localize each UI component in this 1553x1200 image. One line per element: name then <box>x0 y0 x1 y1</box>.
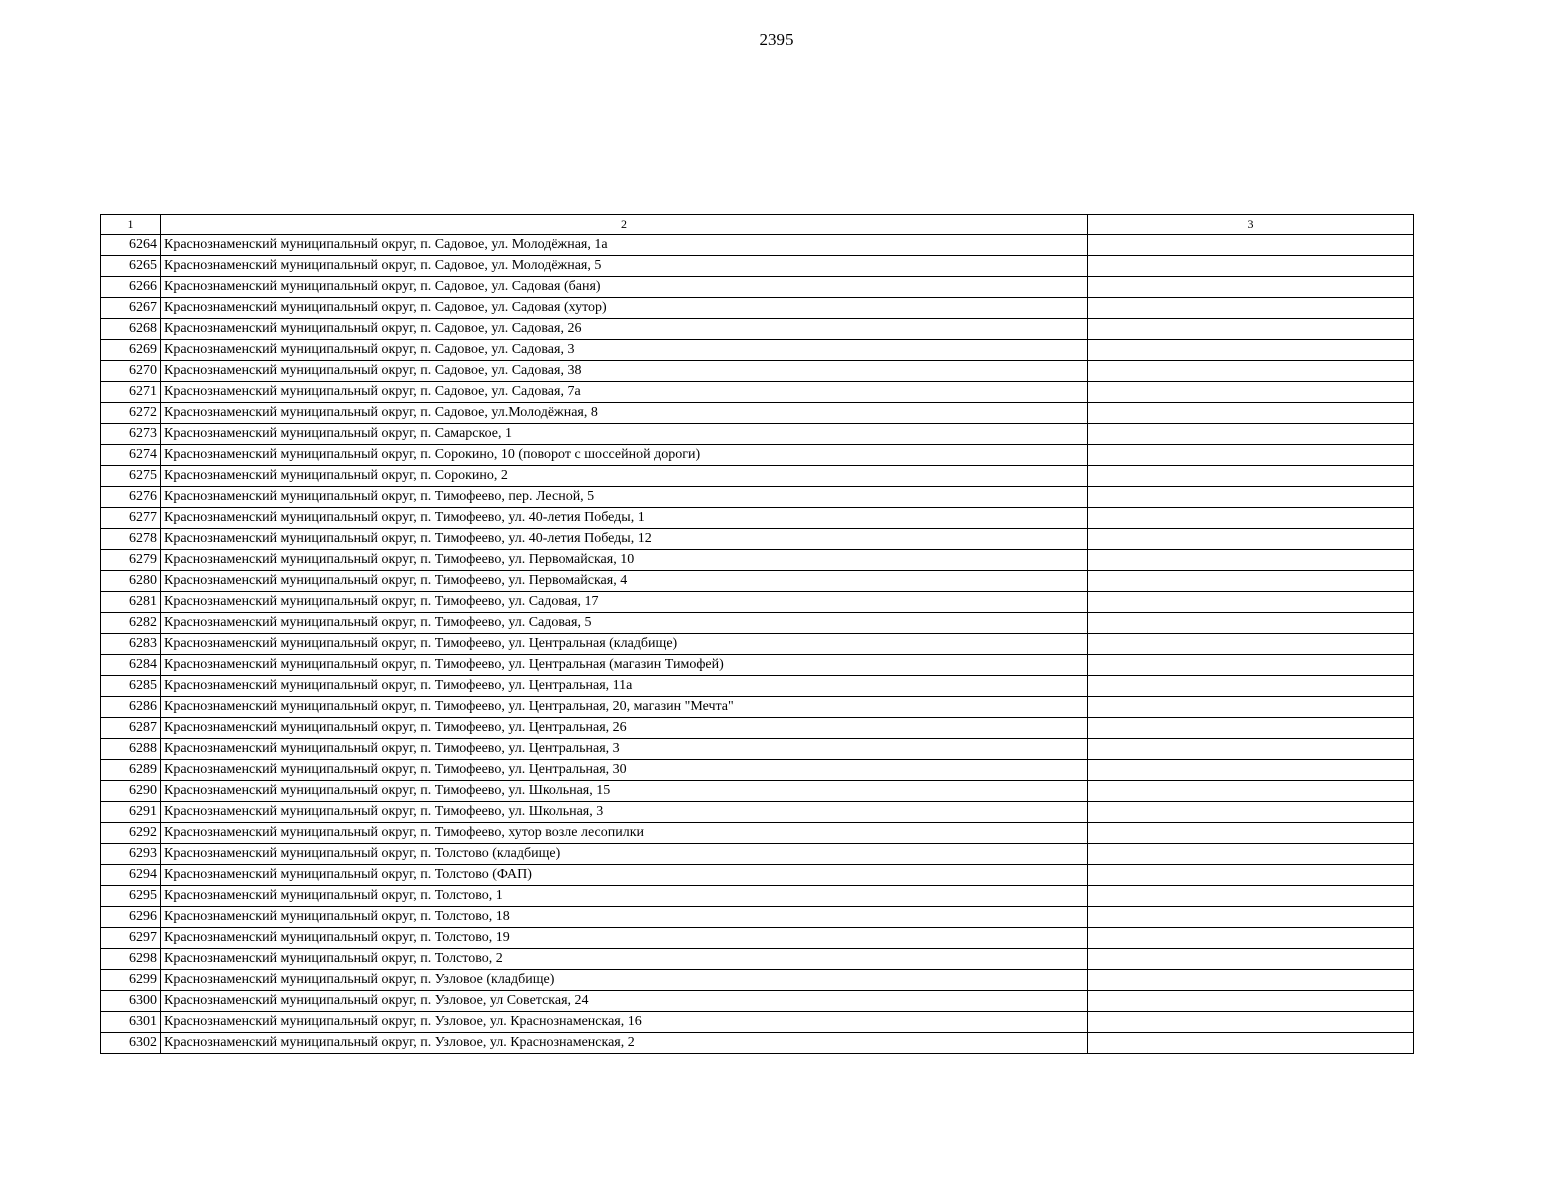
note-cell <box>1088 634 1414 655</box>
address-cell: Краснознаменский муниципальный округ, п. Тимофеево, ул. 40-летия Победы, 1 <box>161 508 1088 529</box>
address-cell: Краснознаменский муниципальный округ, п. Садовое, ул. Садовая (баня) <box>161 277 1088 298</box>
note-cell <box>1088 739 1414 760</box>
note-cell <box>1088 1033 1414 1054</box>
table-row <box>101 907 1414 928</box>
address-cell: Краснознаменский муниципальный округ, п. Толстово, 19 <box>161 928 1088 949</box>
table-row <box>101 340 1414 361</box>
row-number-cell: 6285 <box>101 676 161 697</box>
row-number-cell: 6284 <box>101 655 161 676</box>
note-cell <box>1088 655 1414 676</box>
row-number-cell: 6286 <box>101 697 161 718</box>
row-number-cell: 6297 <box>101 928 161 949</box>
row-number-cell: 6301 <box>101 1012 161 1033</box>
row-number-cell: 6299 <box>101 970 161 991</box>
note-cell <box>1088 256 1414 277</box>
table-row <box>101 529 1414 550</box>
table-row <box>101 655 1414 676</box>
note-cell <box>1088 487 1414 508</box>
row-number-cell: 6281 <box>101 592 161 613</box>
row-number-cell: 6279 <box>101 550 161 571</box>
table-row <box>101 550 1414 571</box>
note-cell <box>1088 550 1414 571</box>
note-cell <box>1088 319 1414 340</box>
note-cell <box>1088 718 1414 739</box>
row-number-cell: 6270 <box>101 361 161 382</box>
row-number-cell: 6271 <box>101 382 161 403</box>
note-cell <box>1088 865 1414 886</box>
table-row <box>101 403 1414 424</box>
note-cell <box>1088 277 1414 298</box>
row-number-cell: 6283 <box>101 634 161 655</box>
table-row <box>101 991 1414 1012</box>
row-number-cell: 6274 <box>101 445 161 466</box>
note-cell <box>1088 823 1414 844</box>
table-row <box>101 844 1414 865</box>
table-row <box>101 592 1414 613</box>
table-row <box>101 928 1414 949</box>
table-body <box>101 215 1414 1054</box>
address-cell: Краснознаменский муниципальный округ, п. Тимофеево, ул. Садовая, 5 <box>161 613 1088 634</box>
column-header-1: 1 <box>101 215 161 235</box>
note-cell <box>1088 991 1414 1012</box>
table-row <box>101 760 1414 781</box>
table-row <box>101 424 1414 445</box>
address-cell: Краснознаменский муниципальный округ, п. Садовое, ул.Молодёжная, 8 <box>161 403 1088 424</box>
note-cell <box>1088 466 1414 487</box>
address-cell: Краснознаменский муниципальный округ, п. Тимофеево, хутор возле лесопилки <box>161 823 1088 844</box>
row-number-cell: 6269 <box>101 340 161 361</box>
address-cell: Краснознаменский муниципальный округ, п. Тимофеево, ул. Центральная, 30 <box>161 760 1088 781</box>
address-cell: Краснознаменский муниципальный округ, п. Тимофеево, ул. 40-летия Победы, 12 <box>161 529 1088 550</box>
address-cell: Краснознаменский муниципальный округ, п. Тимофеево, ул. Центральная, 20, магазин "Мечта" <box>161 697 1088 718</box>
address-cell: Краснознаменский муниципальный округ, п. Тимофеево, ул. Центральная (магазин Тимофей) <box>161 655 1088 676</box>
address-cell: Краснознаменский муниципальный округ, п. Садовое, ул. Садовая, 38 <box>161 361 1088 382</box>
row-number-cell: 6278 <box>101 529 161 550</box>
table-row <box>101 256 1414 277</box>
row-number-cell: 6294 <box>101 865 161 886</box>
row-number-cell: 6277 <box>101 508 161 529</box>
column-header-2: 2 <box>161 215 1088 235</box>
row-number-cell: 6264 <box>101 235 161 256</box>
address-cell: Краснознаменский муниципальный округ, п. Садовое, ул. Садовая, 7а <box>161 382 1088 403</box>
note-cell <box>1088 235 1414 256</box>
table-row <box>101 634 1414 655</box>
note-cell <box>1088 445 1414 466</box>
row-number-cell: 6272 <box>101 403 161 424</box>
table-row <box>101 1012 1414 1033</box>
note-cell <box>1088 697 1414 718</box>
note-cell <box>1088 676 1414 697</box>
table-row <box>101 487 1414 508</box>
table-row <box>101 970 1414 991</box>
address-cell: Краснознаменский муниципальный округ, п. Тимофеево, ул. Центральная, 26 <box>161 718 1088 739</box>
table-row <box>101 865 1414 886</box>
table-row <box>101 361 1414 382</box>
address-cell: Краснознаменский муниципальный округ, п. Садовое, ул. Садовая, 3 <box>161 340 1088 361</box>
table-header-row <box>101 215 1414 235</box>
row-number-cell: 6298 <box>101 949 161 970</box>
address-cell: Краснознаменский муниципальный округ, п. Тимофеево, ул. Первомайская, 10 <box>161 550 1088 571</box>
table-row <box>101 235 1414 256</box>
address-cell: Краснознаменский муниципальный округ, п. Узловое (кладбище) <box>161 970 1088 991</box>
address-cell: Краснознаменский муниципальный округ, п. Садовое, ул. Садовая, 26 <box>161 319 1088 340</box>
table-row <box>101 613 1414 634</box>
address-cell: Краснознаменский муниципальный округ, п. Толстово, 2 <box>161 949 1088 970</box>
note-cell <box>1088 928 1414 949</box>
row-number-cell: 6291 <box>101 802 161 823</box>
row-number-cell: 6290 <box>101 781 161 802</box>
row-number-cell: 6300 <box>101 991 161 1012</box>
note-cell <box>1088 970 1414 991</box>
address-cell: Краснознаменский муниципальный округ, п. Тимофеево, ул. Центральная, 11а <box>161 676 1088 697</box>
table-row <box>101 466 1414 487</box>
note-cell <box>1088 361 1414 382</box>
address-cell: Краснознаменский муниципальный округ, п. Узловое, ул Советская, 24 <box>161 991 1088 1012</box>
address-cell: Краснознаменский муниципальный округ, п. Тимофеево, пер. Лесной, 5 <box>161 487 1088 508</box>
note-cell <box>1088 382 1414 403</box>
note-cell <box>1088 907 1414 928</box>
row-number-cell: 6280 <box>101 571 161 592</box>
address-cell: Краснознаменский муниципальный округ, п. Садовое, ул. Садовая (хутор) <box>161 298 1088 319</box>
note-cell <box>1088 781 1414 802</box>
row-number-cell: 6287 <box>101 718 161 739</box>
address-cell: Краснознаменский муниципальный округ, п. Садовое, ул. Молодёжная, 1а <box>161 235 1088 256</box>
address-cell: Краснознаменский муниципальный округ, п. Толстово (ФАП) <box>161 865 1088 886</box>
row-number-cell: 6288 <box>101 739 161 760</box>
note-cell <box>1088 403 1414 424</box>
note-cell <box>1088 340 1414 361</box>
row-number-cell: 6302 <box>101 1033 161 1054</box>
address-cell: Краснознаменский муниципальный округ, п. Тимофеево, ул. Центральная (кладбище) <box>161 634 1088 655</box>
table-row <box>101 319 1414 340</box>
column-header-3: 3 <box>1088 215 1414 235</box>
table-row <box>101 781 1414 802</box>
note-cell <box>1088 508 1414 529</box>
row-number-cell: 6266 <box>101 277 161 298</box>
table-row <box>101 445 1414 466</box>
row-number-cell: 6296 <box>101 907 161 928</box>
table-row <box>101 676 1414 697</box>
table-row <box>101 697 1414 718</box>
address-cell: Краснознаменский муниципальный округ, п. Сорокино, 2 <box>161 466 1088 487</box>
note-cell <box>1088 613 1414 634</box>
row-number-cell: 6293 <box>101 844 161 865</box>
note-cell <box>1088 949 1414 970</box>
note-cell <box>1088 802 1414 823</box>
address-cell: Краснознаменский муниципальный округ, п. Узловое, ул. Краснознаменская, 16 <box>161 1012 1088 1033</box>
row-number-cell: 6292 <box>101 823 161 844</box>
note-cell <box>1088 529 1414 550</box>
row-number-cell: 6267 <box>101 298 161 319</box>
row-number-cell: 6295 <box>101 886 161 907</box>
row-number-cell: 6276 <box>101 487 161 508</box>
table-row <box>101 571 1414 592</box>
note-cell <box>1088 760 1414 781</box>
table-row <box>101 298 1414 319</box>
note-cell <box>1088 571 1414 592</box>
address-table <box>100 214 1414 1054</box>
table-row <box>101 1033 1414 1054</box>
note-cell <box>1088 298 1414 319</box>
address-cell: Краснознаменский муниципальный округ, п. Садовое, ул. Молодёжная, 5 <box>161 256 1088 277</box>
address-cell: Краснознаменский муниципальный округ, п. Тимофеево, ул. Школьная, 3 <box>161 802 1088 823</box>
row-number-cell: 6273 <box>101 424 161 445</box>
table-row <box>101 949 1414 970</box>
note-cell <box>1088 592 1414 613</box>
table-row <box>101 823 1414 844</box>
table-row <box>101 718 1414 739</box>
note-cell <box>1088 886 1414 907</box>
address-cell: Краснознаменский муниципальный округ, п. Толстово, 18 <box>161 907 1088 928</box>
address-cell: Краснознаменский муниципальный округ, п. Тимофеево, ул. Школьная, 15 <box>161 781 1088 802</box>
note-cell <box>1088 424 1414 445</box>
row-number-cell: 6275 <box>101 466 161 487</box>
row-number-cell: 6265 <box>101 256 161 277</box>
address-cell: Краснознаменский муниципальный округ, п. Толстово, 1 <box>161 886 1088 907</box>
address-cell: Краснознаменский муниципальный округ, п. Тимофеево, ул. Центральная, 3 <box>161 739 1088 760</box>
row-number-cell: 6289 <box>101 760 161 781</box>
row-number-cell: 6282 <box>101 613 161 634</box>
table-row <box>101 802 1414 823</box>
table-row <box>101 382 1414 403</box>
page-number: 2395 <box>759 30 794 49</box>
table-row <box>101 277 1414 298</box>
table-row <box>101 508 1414 529</box>
address-cell: Краснознаменский муниципальный округ, п. Тимофеево, ул. Первомайская, 4 <box>161 571 1088 592</box>
address-cell: Краснознаменский муниципальный округ, п. Тимофеево, ул. Садовая, 17 <box>161 592 1088 613</box>
table-row <box>101 886 1414 907</box>
address-cell: Краснознаменский муниципальный округ, п. Толстово (кладбище) <box>161 844 1088 865</box>
address-cell: Краснознаменский муниципальный округ, п. Самарское, 1 <box>161 424 1088 445</box>
address-cell: Краснознаменский муниципальный округ, п. Сорокино, 10 (поворот с шоссейной дороги) <box>161 445 1088 466</box>
note-cell <box>1088 1012 1414 1033</box>
address-cell: Краснознаменский муниципальный округ, п. Узловое, ул. Краснознаменская, 2 <box>161 1033 1088 1054</box>
table-row <box>101 739 1414 760</box>
note-cell <box>1088 844 1414 865</box>
row-number-cell: 6268 <box>101 319 161 340</box>
